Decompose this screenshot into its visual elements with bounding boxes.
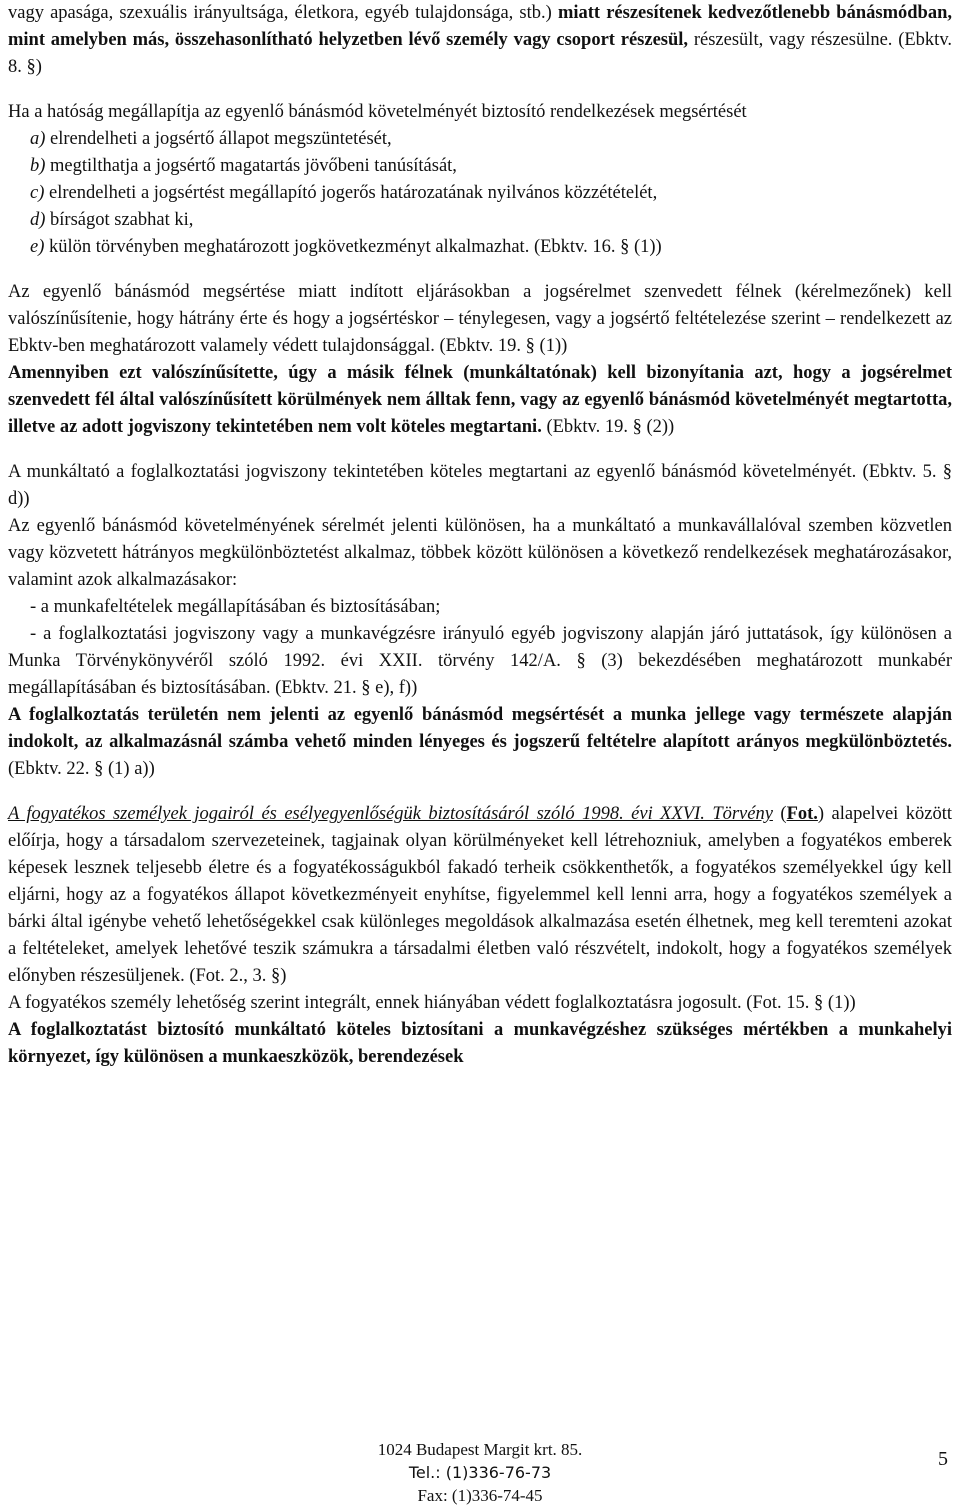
paragraph-authority-sanctions: Ha a hatóság megállapítja az egyenlő bánásmód követelményét biztosító rendelkezések megsértését bbox=[8, 102, 747, 122]
footer-fax: Fax: (1)336-74-45 bbox=[417, 1486, 543, 1505]
page-footer bbox=[0, 1438, 960, 1507]
sanction-item-d: d) bírságot szabhat ki, bbox=[30, 210, 194, 230]
paragraph-discrimination-definition: vagy apasága, szexuális irányultsága, életkora, egyéb tulajdonsága, stb.) miatt részesítenek kedvezőtlenebb bánásmódban, mint amelyben más, összehasonlítható helyzetben lévő személy vagy csoport részesül, részesült, vagy részesülne. (Ebktv. 8. §) bbox=[8, 3, 952, 77]
sanction-item-c: c) elrendelheti a jogsértést megállapító jogerős határozatának nyilvános közzétételét, bbox=[30, 183, 658, 203]
paragraph-employer-proof: Amennyiben ezt valószínűsítette, úgy a másik félnek (munkáltatónak) kell bizonyítania azt, hogy a jogsérelmet szenvedett fél által valószínűsített körülmények nem álltak fenn, vagy az egyenlő bánásmód követelményét megtartotta, illetve az adott jogviszony tekintetében nem volt köteles megtartani. (Ebktv. 19. § (2)) bbox=[8, 363, 952, 437]
bold-text: miatt részesítenek kedvezőtlenebb bánásmódban, mint amelyben más, összehasonlítható helyzetben lévő személy vagy csoport részesül, bbox=[8, 3, 952, 50]
paragraph-integrated-employment: A fogyatékos személy lehetőség szerint integrált, ennek hiányában védett foglalkoztatásra jogosult. (Fot. 15. § (1)) bbox=[8, 993, 856, 1013]
violation-item-2: - a foglalkoztatási jogviszony vagy a munkavégzésre irányuló egyéb jogviszony alapján járó juttatások, így különösen a Munka Törvénykönyvéről szóló 1992. évi XXII. törvény 142/A. § (3) bekezdésében meghatározott munkabér megállapításában és biztosításában. (Ebktv. 21. § e), f)) bbox=[8, 624, 952, 698]
violation-item-1: - a munkafeltételek megállapításában és biztosításában; bbox=[30, 597, 441, 617]
bold-text: A foglalkoztatást biztosító munkáltató köteles biztosítani a munkavégzéshez szükséges mértékben a munkahelyi környezet, így különösen a munkaeszközök, berendezések bbox=[8, 1020, 952, 1067]
footer-address: 1024 Budapest Margit krt. 85. bbox=[377, 1440, 583, 1459]
sanction-item-e: e) külön törvényben meghatározott jogkövetkezményt alkalmazhat. (Ebktv. 16. § (1)) bbox=[30, 237, 662, 257]
act-abbreviation: Fot. bbox=[786, 804, 818, 824]
paragraph-burden-of-proof: Az egyenlő bánásmód megsértése miatt indított eljárásokban a jogsérelmet szenvedett félnek (kérelmezőnek) kell valószínűsítenie, hogy hátrány érte és hogy a jogsértéskor – ténylegesen, vagy a jogsértő feltételezése szerint – rendelkezett az Ebktv-ben meghatározott valamely védett tulajdonsággal. (Ebktv. 19. § (1)) bbox=[8, 282, 952, 356]
act-title-link: A fogyatékos személyek jogairól és esélyegyenlőségük biztosításáról szóló 1998. évi XXVI. Törvény bbox=[8, 804, 773, 824]
sanction-item-a: a) elrendelheti a jogsértő állapot megszüntetését, bbox=[30, 129, 392, 149]
paragraph-workplace-environment bbox=[8, 1017, 952, 1071]
paragraph-employer-obligation: A munkáltató a foglalkoztatási jogviszony tekintetében köteles megtartani az egyenlő bánásmód követelményét. (Ebktv. 5. § d)) bbox=[8, 462, 952, 509]
paragraph-disability-act: A fogyatékos személyek jogairól és esélyegyenlőségük biztosításáról szóló 1998. évi XXVI. Törvény (Fot.) alapelvei között előírja, hogy a társadalom szervezeteinek, tagjainak olyan körülményeket kell létrehozniuk, amelyben a fogyatékos emberek képesek lesznek teljesebb életre és a fogyatékosságukból fakadó terheik csökkenthetők, a fogyatékos személyekkel úgy kell eljárni, hogy az a fogyatékos állapot következményeit enyhítse, figyelemmel kell lenni arra, hogy a fogyatékos személyek a bárki által igénybe vehető lehetőségekkel csak különleges megoldások alkalmazása esetén élhetnek, meg kell teremteni azokat a feltételeket, amelyek lehetővé teszik számukra a társadalmi életben való részvételt, indokolt, hogy a fogyatékos személyek előnyben részesüljenek. (Fot. 2., 3. §) bbox=[8, 804, 952, 986]
paragraph-violation-cases: Az egyenlő bánásmód követelményének sérelmét jelenti különösen, ha a munkáltató a munkavállalóval szemben közvetlen vagy közvetett hátrányos megkülönböztetést alkalmaz, többek között különösen a következő rendelkezések meghatározásakor, valamint azok alkalmazásakor: bbox=[8, 516, 952, 590]
page-number: 5 bbox=[938, 1448, 948, 1470]
bold-text: Amennyiben ezt valószínűsítette, úgy a másik félnek (munkáltatónak) kell bizonyítania azt, hogy a jogsérelmet szenvedett fél által valószínűsített körülmények nem álltak fenn, vagy az egyenlő bánásmód követelményét megtartotta, illetve az adott jogviszony tekintetében nem volt köteles megtartani. bbox=[8, 363, 952, 437]
bold-text: A foglalkoztatás területén nem jelenti az egyenlő bánásmód megsértését a munka jellege vagy természete alapján indokolt, az alkalmazásnál számba vehető minden lényeges és jogszerű feltételre alapított arányos megkülönböztetés. bbox=[8, 705, 952, 752]
footer-phone: Tel.: (1)336-76-73 bbox=[408, 1463, 552, 1482]
sanction-item-b: b) megtilthatja a jogsértő magatartás jövőbeni tanúsítását, bbox=[30, 156, 457, 176]
paragraph-proportionate-distinction: A foglalkoztatás területén nem jelenti az egyenlő bánásmód megsértését a munka jellege vagy természete alapján indokolt, az alkalmazásnál számba vehető minden lényeges és jogszerű feltételre alapított arányos megkülönböztetés. (Ebktv. 22. § (1) a)) bbox=[8, 705, 952, 779]
